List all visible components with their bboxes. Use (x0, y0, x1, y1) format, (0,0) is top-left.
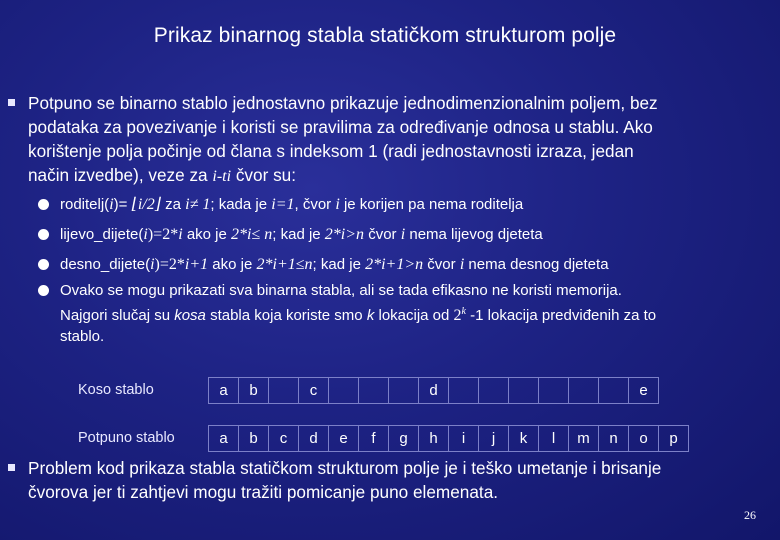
koso-cell: c (299, 378, 329, 404)
potpuno-cell: i (449, 426, 479, 452)
slide-title: Prikaz binarnog stabla statičkom strukturom polje (153, 24, 617, 47)
conclusion-paragraph: Problem kod prikaza stabla statičkom strukturom polje je i teško umetanje i brisanje čvorova jer ti zahtjevi mogu tražiti pomicanje puno elemenata. (28, 458, 662, 502)
intro-line-3: korištenje polja počinje od člana s indeksom 1 (radi jednostavnosti izraza, jedan (28, 141, 634, 161)
potpuno-cell: h (419, 426, 449, 452)
page-number: 26 (744, 508, 756, 522)
potpuno-cell: e (329, 426, 359, 452)
rule-parent: roditelj(i)= ⌊i/2⌋ za i≠ 1; kada je i=1, čvor i je korijen pa nema roditelja (60, 196, 524, 213)
potpuno-cell: b (239, 426, 269, 452)
potpuno-cell: d (299, 426, 329, 452)
koso-cell (599, 378, 629, 404)
koso-cell (389, 378, 419, 404)
intro-paragraph (28, 91, 768, 189)
potpuno-cell: g (389, 426, 419, 452)
koso-cell: b (239, 378, 269, 404)
potpuno-stablo-array (208, 425, 689, 452)
round-bullet-icon (38, 199, 49, 210)
potpuno-cell: l (539, 426, 569, 452)
potpuno-cell: o (629, 426, 659, 452)
potpuno-cell: k (509, 426, 539, 452)
potpuno-cell: m (569, 426, 599, 452)
potpuno-stablo-label: Potpuno stablo (78, 430, 175, 446)
square-bullet-icon (8, 99, 15, 106)
koso-stablo-label: Koso stablo (78, 382, 154, 398)
potpuno-cell: j (479, 426, 509, 452)
koso-stablo-array (208, 377, 659, 404)
koso-cell (509, 378, 539, 404)
round-bullet-icon (38, 259, 49, 270)
intro-line-4: način izvedbe), veze za i-ti čvor su: (28, 165, 297, 185)
potpuno-cell: a (209, 426, 239, 452)
koso-cell (359, 378, 389, 404)
potpuno-cell: p (659, 426, 689, 452)
intro-line-1: Potpuno se binarno stablo jednostavno prikazuje jednodimenzionalnim poljem, bez (28, 93, 658, 113)
koso-cell (329, 378, 359, 404)
rule-left-child: lijevo_dijete(i)=2*i ako je 2*i≤ n; kad je 2*i>n čvor i nema lijevog djeteta (60, 226, 543, 243)
intro-line-2: podataka za povezivanje i koristi se pravilima za određivanje odnosa u stablu. Ako (28, 117, 653, 137)
koso-cell: d (419, 378, 449, 404)
square-bullet-icon (8, 464, 15, 471)
koso-cell (449, 378, 479, 404)
potpuno-cell: n (599, 426, 629, 452)
koso-cell: e (629, 378, 659, 404)
koso-cell (539, 378, 569, 404)
round-bullet-icon (38, 229, 49, 240)
koso-cell (569, 378, 599, 404)
potpuno-cell: f (359, 426, 389, 452)
koso-cell (269, 378, 299, 404)
rule-right-child: desno_dijete(i)=2*i+1 ako je 2*i+1≤n; kad je 2*i+1>n čvor i nema desnog djeteta (60, 256, 609, 273)
potpuno-cell: c (269, 426, 299, 452)
rule-memory-note: Ovako se mogu prikazati sva binarna stabla, ali se tada efikasno ne koristi memorija. Najgori slučaj su kosa stabla koja koriste smo k lokacija od 2$^k$ -1 lokacija predviđenih za to stablo. (60, 282, 657, 345)
koso-cell: a (209, 378, 239, 404)
koso-cell (479, 378, 509, 404)
round-bullet-icon (38, 285, 49, 296)
